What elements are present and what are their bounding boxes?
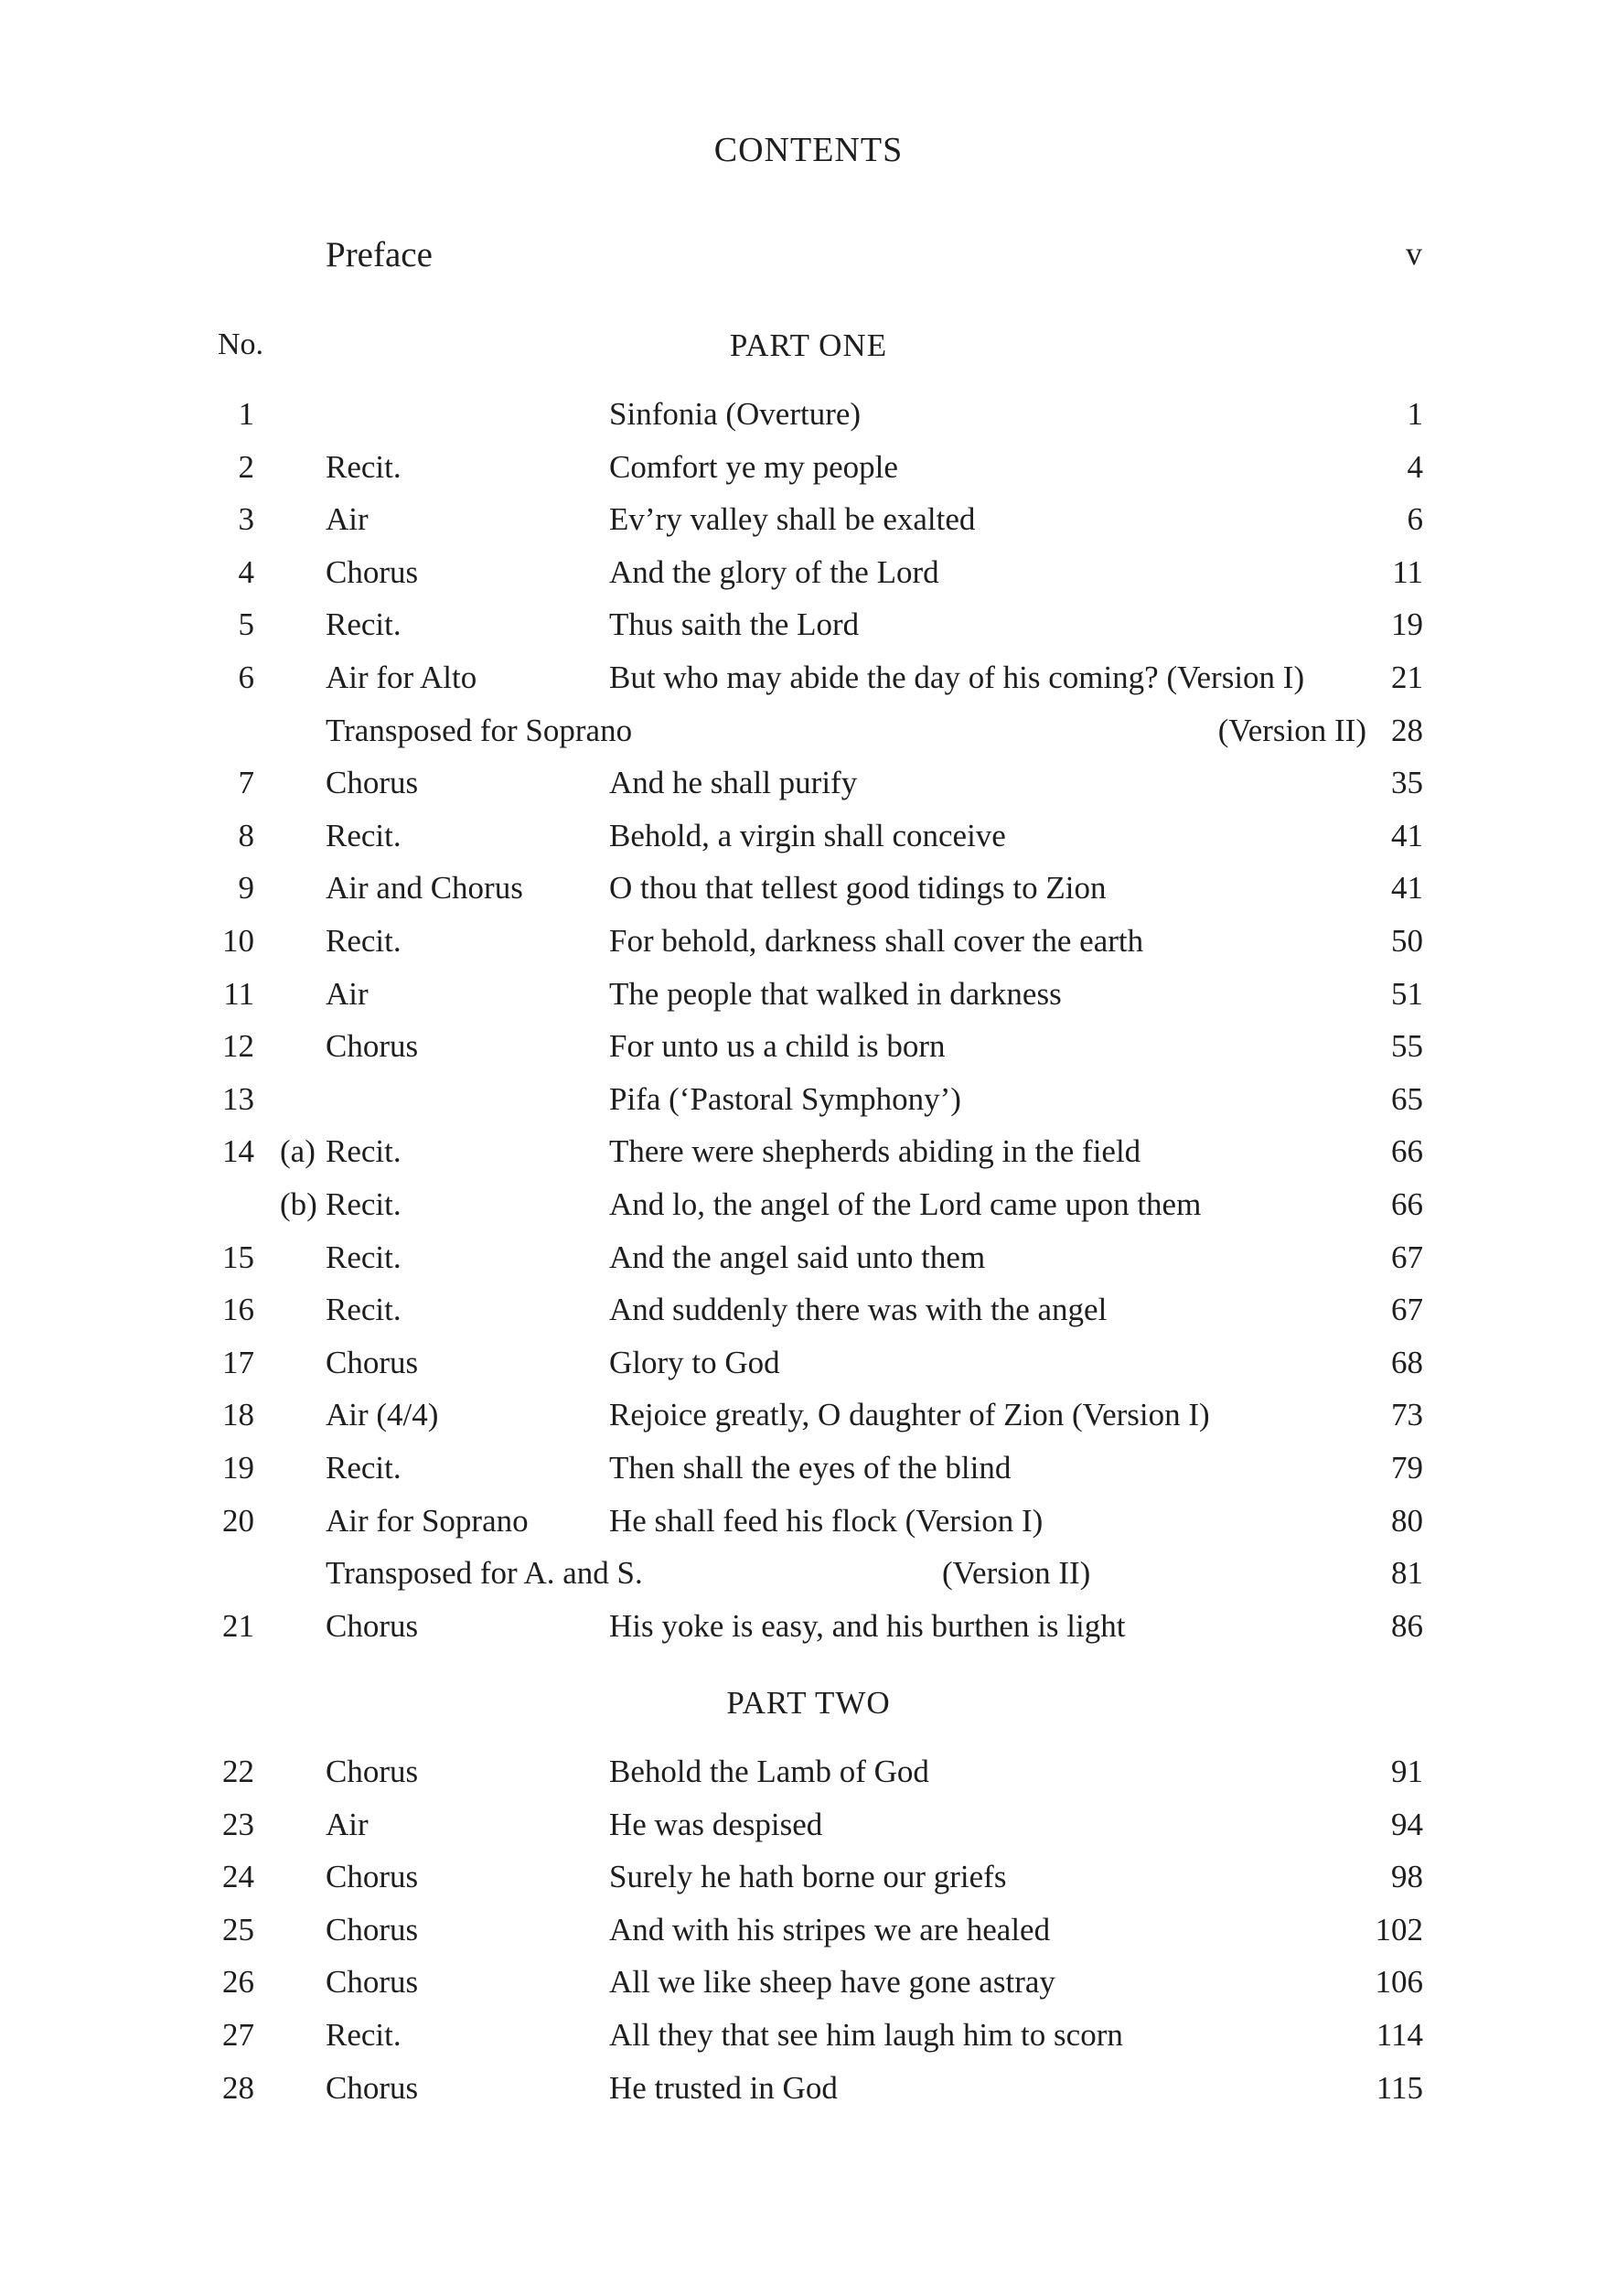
- item-page-number: 67: [1391, 1239, 1423, 1275]
- item-type: Chorus: [326, 765, 419, 801]
- item-transposition-note: Transposed for Soprano: [326, 712, 633, 748]
- item-type: Air: [326, 501, 369, 538]
- item-number: 23: [222, 1806, 254, 1842]
- contents-row: [0, 1020, 1617, 1073]
- item-number: 14: [222, 1133, 254, 1170]
- item-title: And he shall purify: [609, 765, 858, 801]
- contents-row: [0, 1073, 1617, 1126]
- item-title: Surely he hath borne our griefs: [609, 1859, 1007, 1895]
- item-version: (Version II): [942, 1555, 1091, 1592]
- item-version: (Version II): [1217, 712, 1366, 748]
- item-number: 10: [222, 923, 254, 959]
- item-page-number: 50: [1391, 923, 1423, 959]
- contents-row: [0, 704, 1617, 757]
- contents-row: [0, 1336, 1617, 1389]
- item-page-number: 67: [1391, 1292, 1423, 1328]
- item-type: Chorus: [326, 1964, 419, 2001]
- part-two-heading: PART TWO: [726, 1685, 891, 1721]
- contents-row: [0, 1851, 1617, 1904]
- item-type: Recit.: [326, 1450, 402, 1486]
- item-number: 22: [222, 1754, 254, 1789]
- item-page-number: 4: [1407, 448, 1423, 485]
- item-title: He trusted in God: [609, 2069, 838, 2106]
- item-title: Thus saith the Lord: [609, 606, 860, 643]
- preface-label: Preface: [326, 235, 433, 274]
- item-number: 13: [222, 1080, 254, 1117]
- item-number: 17: [222, 1344, 254, 1380]
- item-number: 26: [222, 1964, 254, 2001]
- item-page-number: 98: [1391, 1859, 1423, 1895]
- item-page-number: 6: [1407, 501, 1423, 538]
- contents-row: [0, 1178, 1617, 1231]
- item-number: 8: [238, 817, 254, 853]
- item-title: And suddenly there was with the angel: [609, 1292, 1108, 1328]
- item-type: Air for Soprano: [326, 1502, 529, 1539]
- item-type: Chorus: [326, 1028, 419, 1065]
- preface-page-number: v: [1406, 235, 1422, 272]
- contents-row: [0, 1495, 1617, 1548]
- contents-row: [0, 651, 1617, 704]
- item-number: 3: [238, 501, 254, 538]
- contents-row: [0, 810, 1617, 863]
- item-number: 19: [222, 1450, 254, 1486]
- item-number: 15: [222, 1239, 254, 1275]
- item-title: O thou that tellest good tidings to Zion: [609, 870, 1107, 907]
- item-page-number: 66: [1391, 1133, 1423, 1170]
- item-type: Chorus: [326, 1344, 419, 1380]
- item-type: Recit.: [326, 1292, 402, 1328]
- item-transposition-note: Transposed for A. and S.: [326, 1555, 643, 1592]
- item-page-number: 1: [1407, 396, 1423, 432]
- item-page-number: 79: [1391, 1450, 1423, 1486]
- item-type: Recit.: [326, 1239, 402, 1275]
- page-title: CONTENTS: [713, 131, 904, 169]
- item-page-number: 21: [1391, 660, 1423, 695]
- item-page-number: 41: [1391, 817, 1423, 853]
- item-number: 21: [222, 1607, 254, 1644]
- item-title: All they that see him laugh him to scorn: [609, 2017, 1123, 2053]
- contents-row: [0, 1904, 1617, 1957]
- contents-row: [0, 1442, 1617, 1495]
- item-page-number: 19: [1391, 606, 1423, 643]
- item-title: He was despised: [609, 1806, 823, 1842]
- item-title: Behold, a virgin shall conceive: [609, 817, 1006, 853]
- item-type: Chorus: [326, 553, 419, 590]
- item-type: Recit.: [326, 606, 402, 643]
- contents-row: [0, 2062, 1617, 2115]
- contents-row: [0, 1600, 1617, 1653]
- item-page-number: 80: [1391, 1502, 1423, 1539]
- item-number: 11: [223, 975, 254, 1012]
- item-title: He shall feed his flock (Version I): [609, 1502, 1044, 1539]
- item-page-number: 114: [1376, 2017, 1423, 2053]
- contents-row: [0, 388, 1617, 441]
- item-page-number: 73: [1391, 1397, 1423, 1433]
- item-type: Chorus: [326, 1607, 419, 1644]
- item-number: 7: [238, 765, 254, 801]
- item-page-number: 86: [1391, 1607, 1423, 1644]
- item-type: Chorus: [326, 1911, 419, 1947]
- part-one-heading: PART ONE: [729, 327, 888, 363]
- item-title: Pifa (‘Pastoral Symphony’): [609, 1080, 961, 1117]
- contents-row: [0, 598, 1617, 651]
- item-number: 6: [238, 660, 254, 695]
- item-type: Air: [326, 975, 369, 1012]
- item-type: Recit.: [326, 817, 402, 853]
- item-page-number: 35: [1391, 765, 1423, 801]
- item-number: 18: [222, 1397, 254, 1433]
- item-title: And lo, the angel of the Lord came upon them: [609, 1186, 1202, 1222]
- item-type: Air and Chorus: [326, 870, 523, 907]
- item-title: Ev’ry valley shall be exalted: [609, 501, 976, 538]
- item-number: 12: [222, 1028, 254, 1065]
- item-type: Chorus: [326, 1754, 419, 1789]
- item-page-number: 28: [1391, 712, 1423, 748]
- item-number: 20: [222, 1502, 254, 1539]
- item-number: 1: [238, 396, 254, 432]
- item-page-number: 106: [1375, 1964, 1423, 2001]
- item-number: 5: [238, 606, 254, 643]
- contents-row: [0, 968, 1617, 1021]
- contents-row: [0, 1798, 1617, 1851]
- item-title: Rejoice greatly, O daughter of Zion (Version I): [609, 1397, 1210, 1433]
- contents-row: [0, 2009, 1617, 2062]
- item-page-number: 66: [1391, 1186, 1423, 1222]
- item-number: 24: [222, 1859, 254, 1895]
- contents-row: [0, 1231, 1617, 1284]
- item-page-number: 81: [1391, 1555, 1423, 1592]
- contents-row: [0, 862, 1617, 915]
- number-column-label: No.: [218, 327, 264, 361]
- contents-row: [0, 1745, 1617, 1798]
- item-title: Sinfonia (Overture): [609, 396, 862, 432]
- contents-row: [0, 1956, 1617, 2009]
- item-number: 2: [238, 448, 254, 485]
- contents-row: [0, 546, 1617, 599]
- item-type: Recit.: [326, 1186, 402, 1222]
- item-number: 27: [222, 2017, 254, 2053]
- item-number: 16: [222, 1292, 254, 1328]
- item-title: But who may abide the day of his coming? (Version I): [609, 660, 1305, 695]
- item-type: Chorus: [326, 2069, 419, 2106]
- item-type: Recit.: [326, 448, 402, 485]
- item-number: 9: [238, 870, 254, 907]
- item-type: Recit.: [326, 1133, 402, 1170]
- item-page-number: 68: [1391, 1344, 1423, 1380]
- item-subletter: (b): [280, 1186, 317, 1222]
- item-type: Air for Alto: [326, 660, 477, 695]
- item-subletter: (a): [280, 1133, 316, 1170]
- item-page-number: 65: [1391, 1080, 1423, 1117]
- contents-row: [0, 756, 1617, 810]
- contents-row: [0, 493, 1617, 546]
- item-title: And the glory of the Lord: [609, 553, 939, 590]
- contents-row: [0, 1389, 1617, 1442]
- contents-row: [0, 441, 1617, 494]
- item-number: 28: [222, 2069, 254, 2106]
- item-title: For behold, darkness shall cover the earth: [609, 923, 1144, 959]
- item-type: Recit.: [326, 923, 402, 959]
- item-page-number: 11: [1392, 553, 1423, 590]
- item-title: Glory to God: [609, 1344, 780, 1380]
- item-title: The people that walked in darkness: [609, 975, 1062, 1012]
- contents-row: [0, 1125, 1617, 1178]
- item-title: And the angel said unto them: [609, 1239, 986, 1275]
- item-title: Comfort ye my people: [609, 448, 898, 485]
- item-title: His yoke is easy, and his burthen is light: [609, 1607, 1126, 1644]
- item-type: Recit.: [326, 2017, 402, 2053]
- item-number: 4: [238, 553, 254, 590]
- item-title: There were shepherds abiding in the field: [609, 1133, 1141, 1170]
- item-title: Behold the Lamb of God: [609, 1754, 929, 1789]
- item-page-number: 55: [1391, 1028, 1423, 1065]
- item-type: Air: [326, 1806, 369, 1842]
- item-type: Air (4/4): [326, 1397, 439, 1433]
- item-page-number: 94: [1391, 1806, 1423, 1842]
- item-title: For unto us a child is born: [609, 1028, 946, 1065]
- item-title: Then shall the eyes of the blind: [609, 1450, 1012, 1486]
- item-page-number: 51: [1391, 975, 1423, 1012]
- item-page-number: 102: [1375, 1911, 1423, 1947]
- contents-row: [0, 915, 1617, 968]
- contents-row: [0, 1547, 1617, 1600]
- item-page-number: 115: [1376, 2069, 1423, 2106]
- item-type: Chorus: [326, 1859, 419, 1895]
- contents-row: [0, 1283, 1617, 1336]
- item-page-number: 91: [1391, 1754, 1423, 1789]
- item-page-number: 41: [1391, 870, 1423, 907]
- item-title: And with his stripes we are healed: [609, 1911, 1051, 1947]
- item-title: All we like sheep have gone astray: [609, 1964, 1055, 2001]
- item-number: 25: [222, 1911, 254, 1947]
